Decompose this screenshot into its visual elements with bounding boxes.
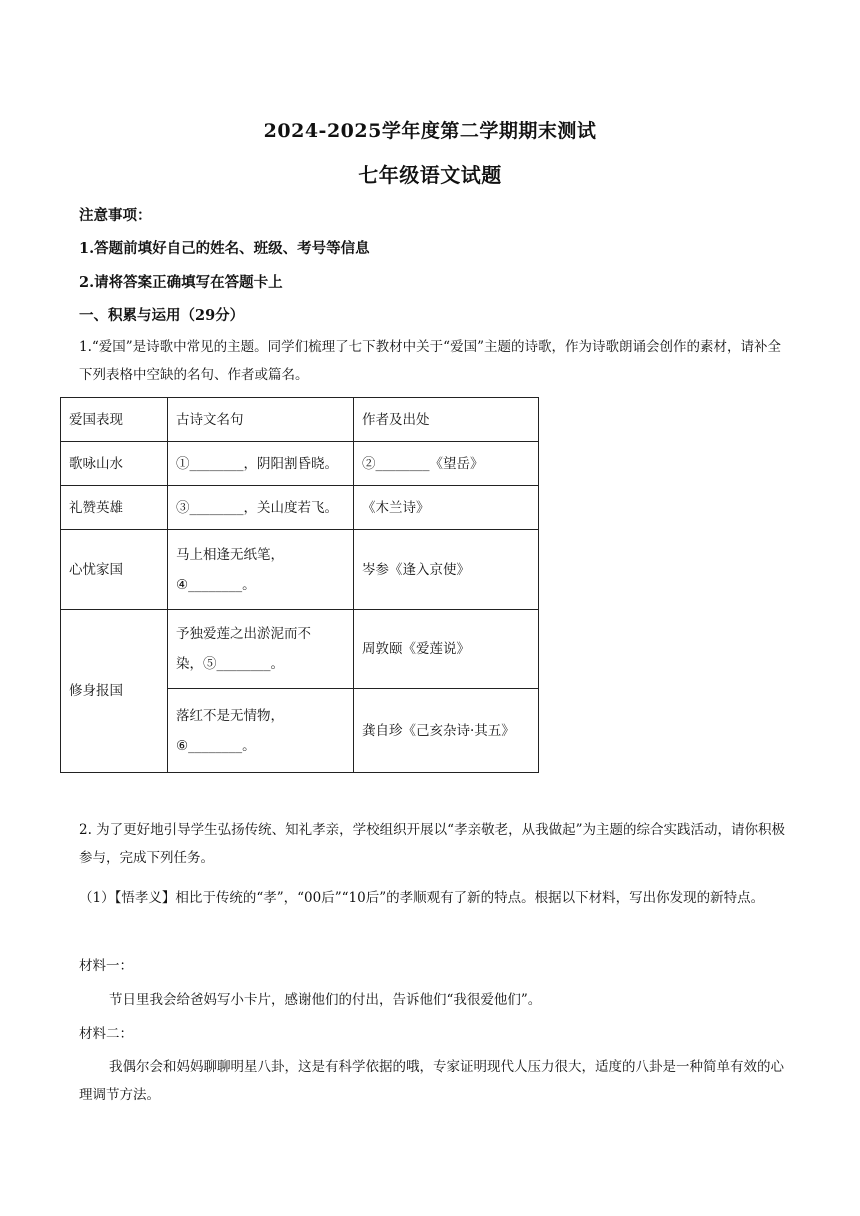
verse-cell <box>168 610 354 689</box>
theme-cell: 歌咏山水 <box>61 442 168 486</box>
verse-line: 落红不是无情物， <box>176 707 284 724</box>
verse-line: ⑥________。 <box>176 737 256 754</box>
exam-title: 2024-2025学年度第二学期期末测试 <box>263 120 597 142</box>
table-header-cell: 作者及出处 <box>354 398 539 442</box>
question-2-sub-1: （1）【悟孝义】相比于传统的“孝”，“00后”“10后”的孝顺观有了新的特点。根据以下材料，写出你发现的新特点。 <box>79 890 765 906</box>
material-2-text: 我偶尔会和妈妈聊聊明星八卦，这是有科学依据的哦，专家证明现代人压力很大，适度的八卦是一种简单有效的心理调节方法。 <box>79 1059 784 1103</box>
question-1-text: 1.“爱国”是诗歌中常见的主题。同学们梳理了七下教材中关于“爱国”主题的诗歌，作为诗歌朗诵会创作的素材，请补全下列表格中空缺的名句、作者或篇名。 <box>79 339 781 383</box>
notice-item-1: 1.答题前填好自己的姓名、班级、考号等信息 <box>79 240 370 257</box>
table-row <box>61 610 539 689</box>
table-row <box>61 530 539 610</box>
verse-line: ④________。 <box>176 576 256 593</box>
section-heading: 一、积累与运用（29分） <box>79 307 245 324</box>
source-cell: 龚自珍《己亥杂诗·其五》 <box>354 689 539 773</box>
verse-cell <box>168 689 354 773</box>
material-1-text: 节日里我会给爸妈写小卡片，感谢他们的付出，告诉他们“我很爱他们”。 <box>109 992 542 1008</box>
verse-line: 染，⑤________。 <box>176 656 284 672</box>
material-1-label: 材料一： <box>79 958 133 974</box>
table-header-row <box>61 398 539 442</box>
question-2-text: 2. 为了更好地引导学生弘扬传统、知礼孝亲，学校组织开展以“孝亲敬老，从我做起”为主题的综合实践活动，请你积极参与，完成下列任务。 <box>79 822 785 866</box>
source-cell: 《木兰诗》 <box>354 486 539 530</box>
verse-cell <box>168 530 354 610</box>
source-cell: 周敦颐《爱莲说》 <box>354 610 539 689</box>
table-row <box>61 442 539 486</box>
table-row <box>61 486 539 530</box>
source-cell: ②________《望岳》 <box>354 442 539 486</box>
verse-cell: ①________，阴阳割昏晓。 <box>168 442 354 486</box>
material-2-label: 材料二： <box>79 1026 133 1042</box>
verse-cell: ③________，关山度若飞。 <box>168 486 354 530</box>
source-cell: 岑参《逢入京使》 <box>354 530 539 610</box>
theme-cell: 礼赞英雄 <box>61 486 168 530</box>
notice-heading: 注意事项： <box>79 207 152 224</box>
table-header-cell: 古诗文名句 <box>168 398 354 442</box>
verse-line: 马上相逢无纸笔， <box>176 546 284 563</box>
notice-item-2: 2.请将答案正确填写在答题卡上 <box>79 274 283 291</box>
theme-cell: 心忧家国 <box>61 530 168 610</box>
verse-line: 予独爱莲之出淤泥而不 <box>176 626 311 642</box>
exam-subtitle: 七年级语文试题 <box>358 163 502 187</box>
poem-table <box>60 397 539 773</box>
theme-cell: 修身报国 <box>61 610 168 773</box>
table-header-cell: 爱国表现 <box>61 398 168 442</box>
